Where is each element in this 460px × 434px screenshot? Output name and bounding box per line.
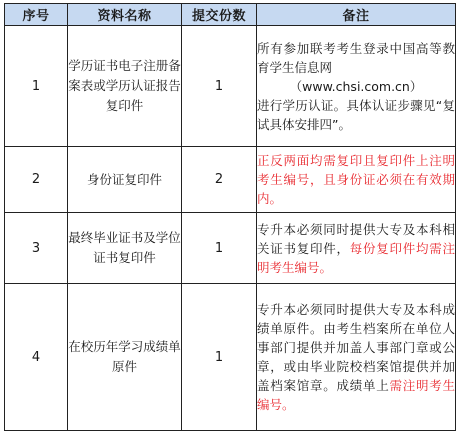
note-emphasis-text: 每份复印件均需注明考生编号。 — [257, 240, 455, 275]
note-text: 所有参加联考考生登录中国高等教育学生信息网 — [257, 40, 455, 75]
note-url: （www.chsi.com.cn） — [289, 78, 423, 94]
header-no: 序号 — [5, 4, 68, 26]
row-no: 2 — [5, 147, 68, 213]
note-emphasis-text: 正反两面均需复印且复印件上注明考生编号，且身份证必须在有效期内。 — [257, 153, 455, 206]
table-row — [5, 213, 456, 284]
note-text: 进行学历认证。具体认证步骤见“复试具体安排四”。 — [257, 97, 455, 132]
row-note — [257, 213, 456, 284]
row-count: 1 — [182, 213, 257, 284]
table-row — [5, 26, 456, 147]
note-text: 专升本必须同时提供大专及本科相关证书复印件， — [257, 221, 455, 256]
note-emphasis-text: 需注明考生编号。 — [257, 378, 455, 412]
row-count: 1 — [182, 26, 257, 147]
row-name: 最终毕业证书及学位证书复印件 — [68, 213, 182, 284]
table-header-row — [5, 4, 456, 26]
row-no: 1 — [5, 26, 68, 147]
table-row — [5, 284, 456, 431]
note-text: 专升本必须同时提供大专及本科成绩单原件。由考生档案所在单位人事部门提供并加盖人事部门章或公章，或由毕业院校档案馆提供并加盖档案馆章。成绩单上 — [257, 302, 455, 393]
row-name: 在校历年学习成绩单原件 — [68, 284, 182, 431]
row-note — [257, 26, 456, 147]
row-note — [257, 147, 456, 213]
row-count: 2 — [182, 147, 257, 213]
header-count: 提交份数 — [182, 4, 257, 26]
row-name: 学历证书电子注册备案表或学历认证报告复印件 — [68, 26, 182, 147]
row-no: 3 — [5, 213, 68, 284]
row-name: 身份证复印件 — [68, 147, 182, 213]
row-count: 1 — [182, 284, 257, 431]
header-name: 资料名称 — [68, 4, 182, 26]
header-note: 备注 — [257, 4, 456, 26]
row-no: 4 — [5, 284, 68, 431]
row-note — [257, 284, 456, 431]
materials-table — [4, 3, 456, 431]
table-row — [5, 147, 456, 213]
